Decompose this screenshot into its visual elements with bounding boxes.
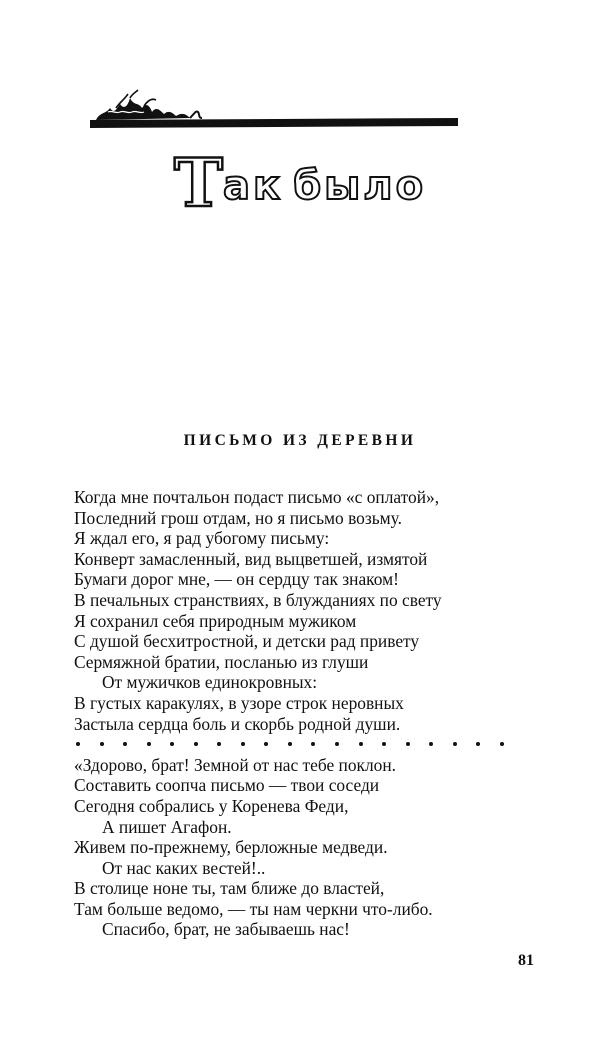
poem-line: «Здорово, брат! Земной от нас тебе поклон. — [74, 754, 397, 775]
poem-line: Составить соопча письмо — твои соседи — [74, 775, 380, 796]
poem-line: Сермяжной братии, посланью из глуши — [74, 651, 369, 672]
poem-line: Конверт замасленный, вид выцветшей, измятой — [74, 548, 428, 569]
chapter-title — [0, 144, 600, 230]
title-word-1-rest: ак — [223, 163, 284, 209]
poem-line: Живем по-прежнему, берложные медведи. — [74, 837, 388, 858]
page-number: 81 — [518, 952, 534, 969]
poem-line: Там больше ведомо, — ты нам черкни что-либо. — [74, 898, 433, 919]
poem-line: А пишет Агафон. — [102, 816, 232, 837]
poem-line: Я сохранил себя природным мужиком — [74, 610, 357, 631]
poem-line: От мужичков единокровных: — [102, 672, 318, 693]
poem-line: Сегодня собрались у Коренева Феди, — [74, 795, 349, 816]
poem-line: В столице ноне ты, там ближе до властей, — [74, 878, 385, 899]
poem-line: Спасибо, брат, не забываешь нас! — [102, 919, 350, 940]
poem-line: В густых каракулях, в узоре строк неровных — [74, 692, 404, 713]
title-initial-letter: Т — [173, 144, 224, 222]
poem-line: Последний грош отдам, но я письмо возьму. — [74, 507, 402, 528]
title-word-2: было — [293, 163, 427, 209]
poem-line: Когда мне почтальон подаст письмо «с оплатой», — [74, 487, 440, 507]
poem-line: С душой бесхитростной, и детски рад привету — [74, 631, 420, 652]
poem-line: Застыла сердца боль и скорбь родной души. — [74, 713, 401, 734]
decorative-ornament-headpiece — [86, 88, 462, 134]
poem-line: В печальных странствиях, в блужданиях по свету — [74, 589, 442, 610]
poem-line: Я ждал его, я рад убогому письму: — [74, 528, 330, 549]
poem-heading: ПИСЬМО ИЗ ДЕРЕВНИ — [183, 432, 417, 449]
poem-line: От нас каких вестей!.. — [102, 857, 266, 878]
poem-line: Бумаги дорог мне, — он сердцу так знаком! — [74, 569, 399, 590]
poem-body — [74, 487, 554, 940]
ellipsis-separator — [74, 734, 504, 755]
